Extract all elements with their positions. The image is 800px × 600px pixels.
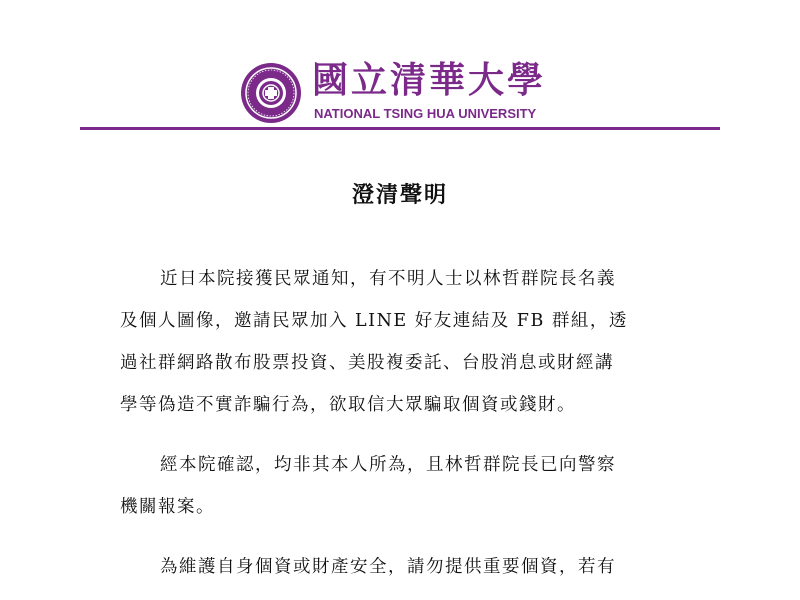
header-divider <box>80 127 720 130</box>
letterhead <box>0 0 800 132</box>
text-line: 及個人圖像，邀請民眾加入 LINE 好友連結及 FB 群組，透 <box>120 311 628 331</box>
university-name-chinese: 國立清華大學 <box>312 59 547 101</box>
text-line: 近日本院接獲民眾通知，有不明人士以林哲群院長名義 <box>160 269 616 289</box>
university-name-english: NATIONAL TSING HUA UNIVERSITY <box>314 106 537 121</box>
document-body <box>120 258 690 600</box>
nthu-seal-icon <box>240 62 302 124</box>
text-line: 機關報案。 <box>120 497 215 517</box>
document-title: 澄清聲明 <box>351 182 448 208</box>
text-line: 過社群網路散布股票投資、美股複委託、台股消息或財經講 <box>120 353 614 373</box>
paragraph <box>120 546 690 588</box>
text-line: 經本院確認，均非其本人所為，且林哲群院長已向警察 <box>160 455 616 475</box>
text-line: 學等偽造不實詐騙行為，欲取信大眾騙取個資或錢財。 <box>120 395 576 415</box>
paragraph <box>120 444 690 528</box>
text-line: 為維護自身個資或財產安全，請勿提供重要個資，若有 <box>160 557 616 577</box>
paragraph <box>120 258 690 426</box>
